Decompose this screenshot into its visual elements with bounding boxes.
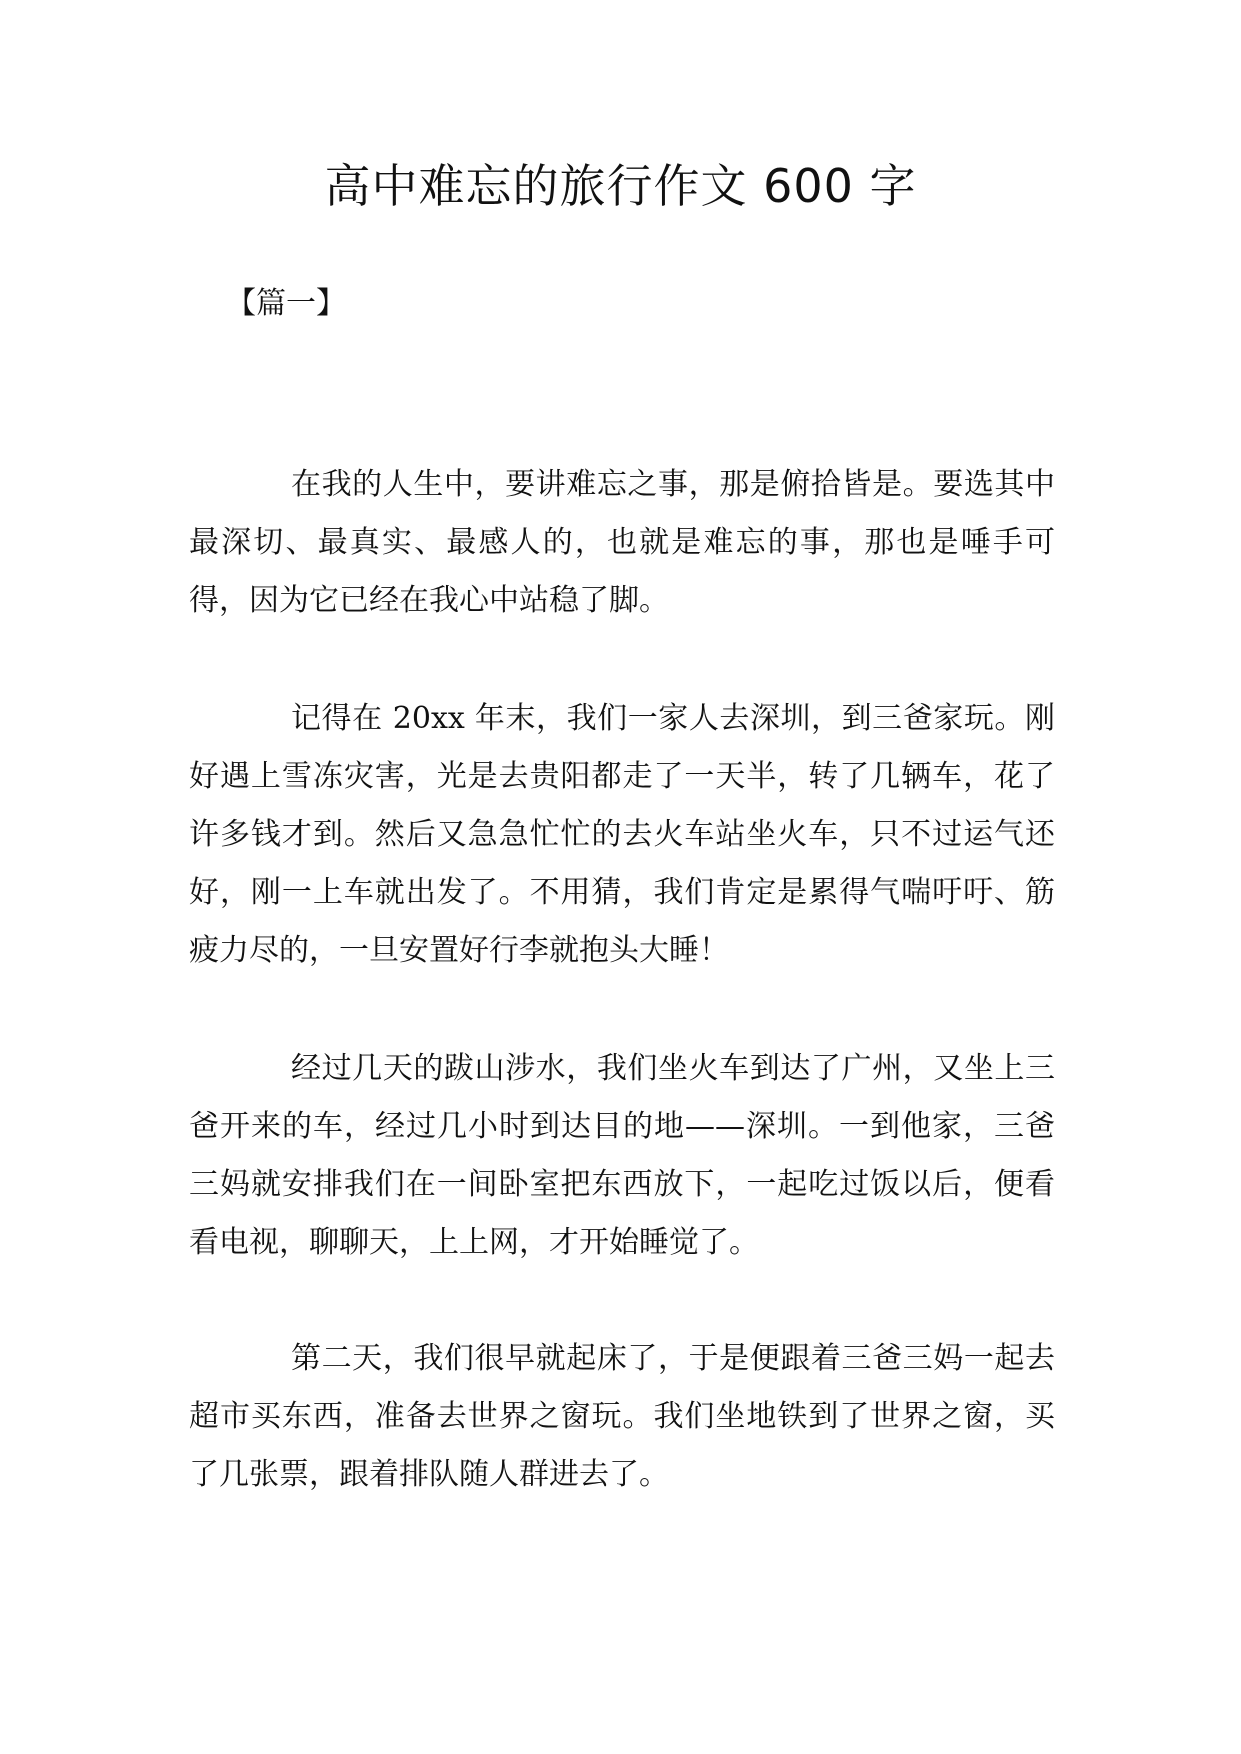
paragraph-2: 记得在 20xx 年末，我们一家人去深圳，到三爸家玩。刚好遇上雪冻灾害，光是去贵阳都走了一天半，转了几辆车，花了许多钱才到。然后又急急忙忙的去火车站坐火车，只不过运气还好，刚一上车就出发了。不用猜，我们肯定是累得气喘吁吁、筋疲力尽的，一旦安置好行李就抱头大睡！ [189, 701, 1055, 968]
paragraph-1: 在我的人生中，要讲难忘之事，那是俯拾皆是。要选其中最深切、最真实、最感人的，也就是难忘的事，那也是唾手可得，因为它已经在我心中站稳了脚。 [189, 467, 1055, 618]
paragraph-4: 第二天，我们很早就起床了，于是便跟着三爸三妈一起去超市买东西，准备去世界之窗玩。我们坐地铁到了世界之窗，买了几张票，跟着排队随人群进去了。 [189, 1341, 1055, 1492]
paragraph-3: 经过几天的跋山涉水，我们坐火车到达了广州，又坐上三爸开来的车，经过几小时到达目的地——深圳。一到他家，三爸三妈就安排我们在一间卧室把东西放下，一起吃过饭以后，便看看电视，聊聊天，上上网，才开始睡觉了。 [189, 1051, 1055, 1260]
section-label: 【篇一】 [226, 286, 346, 321]
document-title: 高中难忘的旅行作文 600 字 [324, 159, 917, 213]
